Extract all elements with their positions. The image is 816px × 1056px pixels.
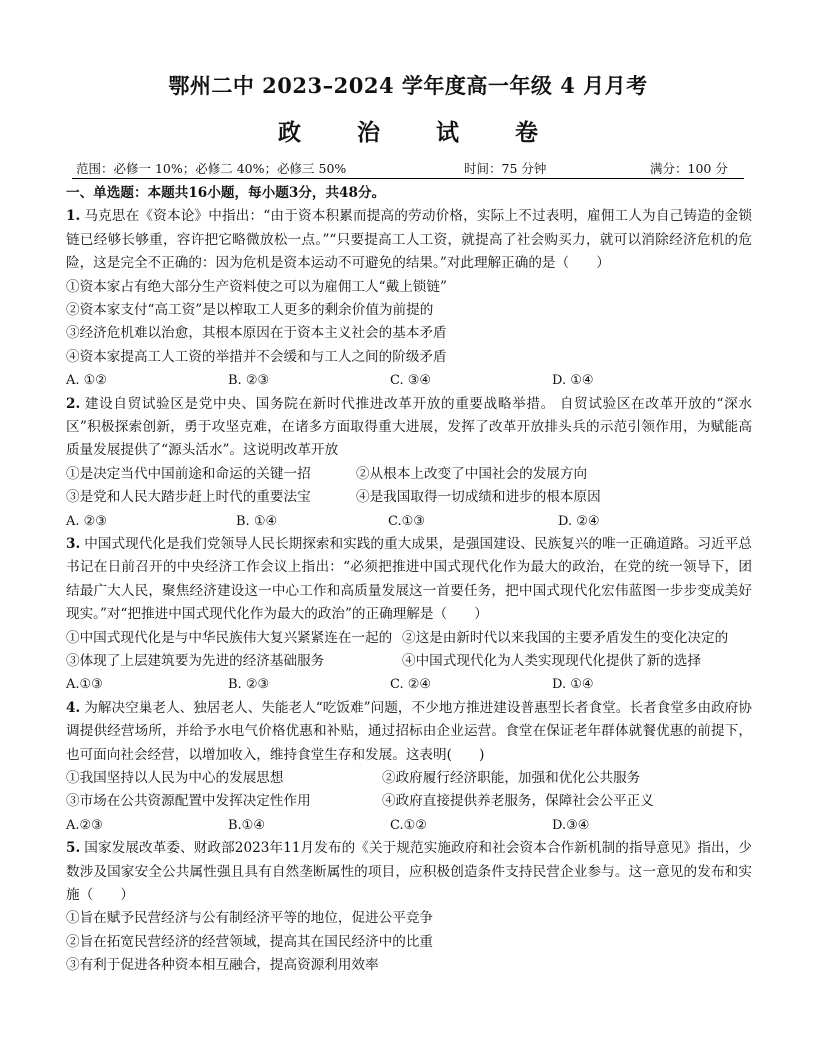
statement-row — [66, 650, 752, 673]
answer-choice-a: A.②③ — [66, 817, 103, 833]
answer-choice-c: C.①② — [390, 817, 427, 833]
statement-option: ②从根本上改变了中国社会的发展方向 — [356, 465, 588, 482]
exam-meta-line — [72, 158, 744, 179]
statement-option: ②政府履行经济职能，加强和优化公共服务 — [382, 770, 641, 787]
statement-option: ①我国坚持以人民为中心的发展思想 — [66, 770, 284, 787]
answer-choice-b: B. ②③ — [228, 677, 270, 693]
answer-choice-b: B.①④ — [228, 817, 265, 833]
statement-option: ②资本家支付“高工资”是以榨取工人更多的剩余价值为前提的 — [66, 302, 434, 319]
answer-choices — [66, 510, 752, 533]
statement-row — [66, 463, 752, 486]
statement-option: ④资本家提高工人工资的举措并不会缓和与工人之间的阶级矛盾 — [66, 348, 447, 365]
answer-choice-c: C.①③ — [388, 513, 425, 529]
question-2 — [66, 393, 752, 463]
statement-row — [66, 627, 752, 650]
answer-choices — [66, 814, 752, 837]
statement-option: ④中国式现代化为人类实现现代化提供了新的选择 — [402, 653, 702, 670]
answer-choice-d: D. ①④ — [552, 677, 594, 693]
statement-option: ③是党和人民大踏步赶上时代的重要法宝 — [66, 489, 311, 506]
answer-choice-c: C. ②④ — [390, 677, 432, 693]
exam-subject: 政 治 试 卷 — [277, 119, 563, 146]
statement-option: ③体现了上层建筑要为先进的经济基础服务 — [66, 653, 325, 670]
question-stem: 国家发展改革委、财政部2023年11月发布的《关于规范实施政府和社会资本合作新机制的指导意见》指出，少数涉及国家安全公共属性强且具有自然垄断属性的项目，应积极创造条件支持民营企业参与。这一意见的发布和实施（ ） — [66, 840, 752, 904]
answer-choice-d: D.③④ — [552, 817, 590, 833]
answer-choice-b: B. ②③ — [228, 373, 270, 389]
answer-choice-b: B. ①④ — [236, 513, 278, 529]
question-3 — [66, 533, 752, 627]
answer-choice-d: D. ①④ — [552, 373, 594, 389]
question-number: 4. — [66, 699, 81, 716]
question-stem: 马克思在《资本论》中指出：“由于资本积累而提高的劳动价格，实际上不过表明，雇佣工人为自己铸造的金锁链已经够长够重，容许把它略微放松一点。”“只要提高工人工资，就提高了社会购买力，就可以消除经济危机的危险，这是完全不正确的：因为危机是资本运动不可避免的结果。”对此理解正确的是（ ） — [66, 208, 752, 272]
statement-option: ①中国式现代化是与中华民族伟大复兴紧紧连在一起的 — [66, 629, 393, 646]
exam-time: 时间：75 分钟 — [464, 161, 547, 176]
answer-choice-c: C. ③④ — [390, 373, 432, 389]
question-number: 5. — [66, 840, 81, 857]
question-stem: 建设自贸试验区是党中央、国务院在新时代推进改革开放的重要战略举措。 自贸试验区在改革开放的“深水区”积极探索创新，勇于攻坚克难，在诸多方面取得重大进展，发挥了改革开放排头兵的示范引领作用，为赋能高质量发展提供了“源头活水”。这说明改革开放 — [66, 395, 752, 459]
question-number: 2. — [66, 395, 81, 412]
statement-row — [66, 486, 752, 509]
question-number: 3. — [66, 536, 81, 553]
question-1 — [66, 205, 752, 275]
question-number: 1. — [66, 208, 81, 225]
answer-choices — [66, 673, 752, 696]
statement-option: ④是我国取得一切成绩和进步的根本原因 — [356, 489, 601, 506]
statement-option: ①资本家占有绝大部分生产资料使之可以为雇佣工人“戴上锁链” — [66, 278, 447, 295]
question-stem: 为解决空巢老人、独居老人、失能老人“吃饭难”问题，不少地方推进建设普惠型长者食堂。长者食堂多由政府协调提供经营场所，并给予水电气价格优惠和补贴，通过招标由企业运营。食堂在保证老年群体就餐优惠的前提下，也可面向社会经营，以增加收入，维持食堂生存和发展。这表明( ) — [66, 699, 752, 763]
question-stem: 中国式现代化是我们党领导人民长期探索和实践的重大成果，是强国建设、民族复兴的唯一正确道路。习近平总书记在日前召开的中央经济工作会议上指出：“必须把推进中国式现代化作为最大的政治，在党的统一领导下，团结最广大人民，聚焦经济建设这一中心工作和高质量发展这一首要任务，把中国式现代化宏伟蓝图一步步变成美好现实。”对“把推进中国式现代化作为最大的政治”的正确理解是（ ） — [66, 536, 752, 623]
statement-row — [66, 790, 752, 813]
answer-choice-a: A. ①② — [66, 373, 107, 389]
section-heading: 一、单选题：本题共16小题，每小题3分，共48分。 — [66, 185, 386, 201]
statement-option: ②旨在拓宽民营经济的经营领域，提高其在国民经济中的比重 — [66, 933, 434, 950]
statement-option: ③经济危机难以治愈，其根本原因在于资本主义社会的基本矛盾 — [66, 325, 447, 342]
exam-title: 鄂州二中 2023–2024 学年度高一年级 4 月月考 — [168, 73, 648, 98]
answer-choice-d: D. ②④ — [558, 513, 600, 529]
exam-score: 满分：100 分 — [650, 161, 728, 176]
statement-option: ④政府直接提供养老服务，保障社会公平正义 — [382, 793, 654, 810]
statement-option: ①旨在赋予民营经济与公有制经济平等的地位，促进公平竞争 — [66, 910, 434, 927]
statement-option: ③市场在公共资源配置中发挥决定性作用 — [66, 793, 311, 810]
statement-row — [66, 767, 752, 790]
statement-option: ①是决定当代中国前途和命运的关键一招 — [66, 465, 311, 482]
question-5 — [66, 837, 752, 907]
statement-option: ②这是由新时代以来我国的主要矛盾发生的变化决定的 — [402, 629, 729, 646]
question-4 — [66, 697, 752, 767]
answer-choice-a: A.①③ — [66, 677, 103, 693]
exam-content — [66, 182, 752, 978]
statement-option: ③有利于促进各种资本相互融合，提高资源利用效率 — [66, 957, 379, 974]
answer-choice-a: A. ②③ — [66, 513, 107, 529]
answer-choices — [66, 369, 752, 392]
exam-scope: 范围：必修一 10%；必修二 40%；必修三 50% — [76, 161, 347, 176]
